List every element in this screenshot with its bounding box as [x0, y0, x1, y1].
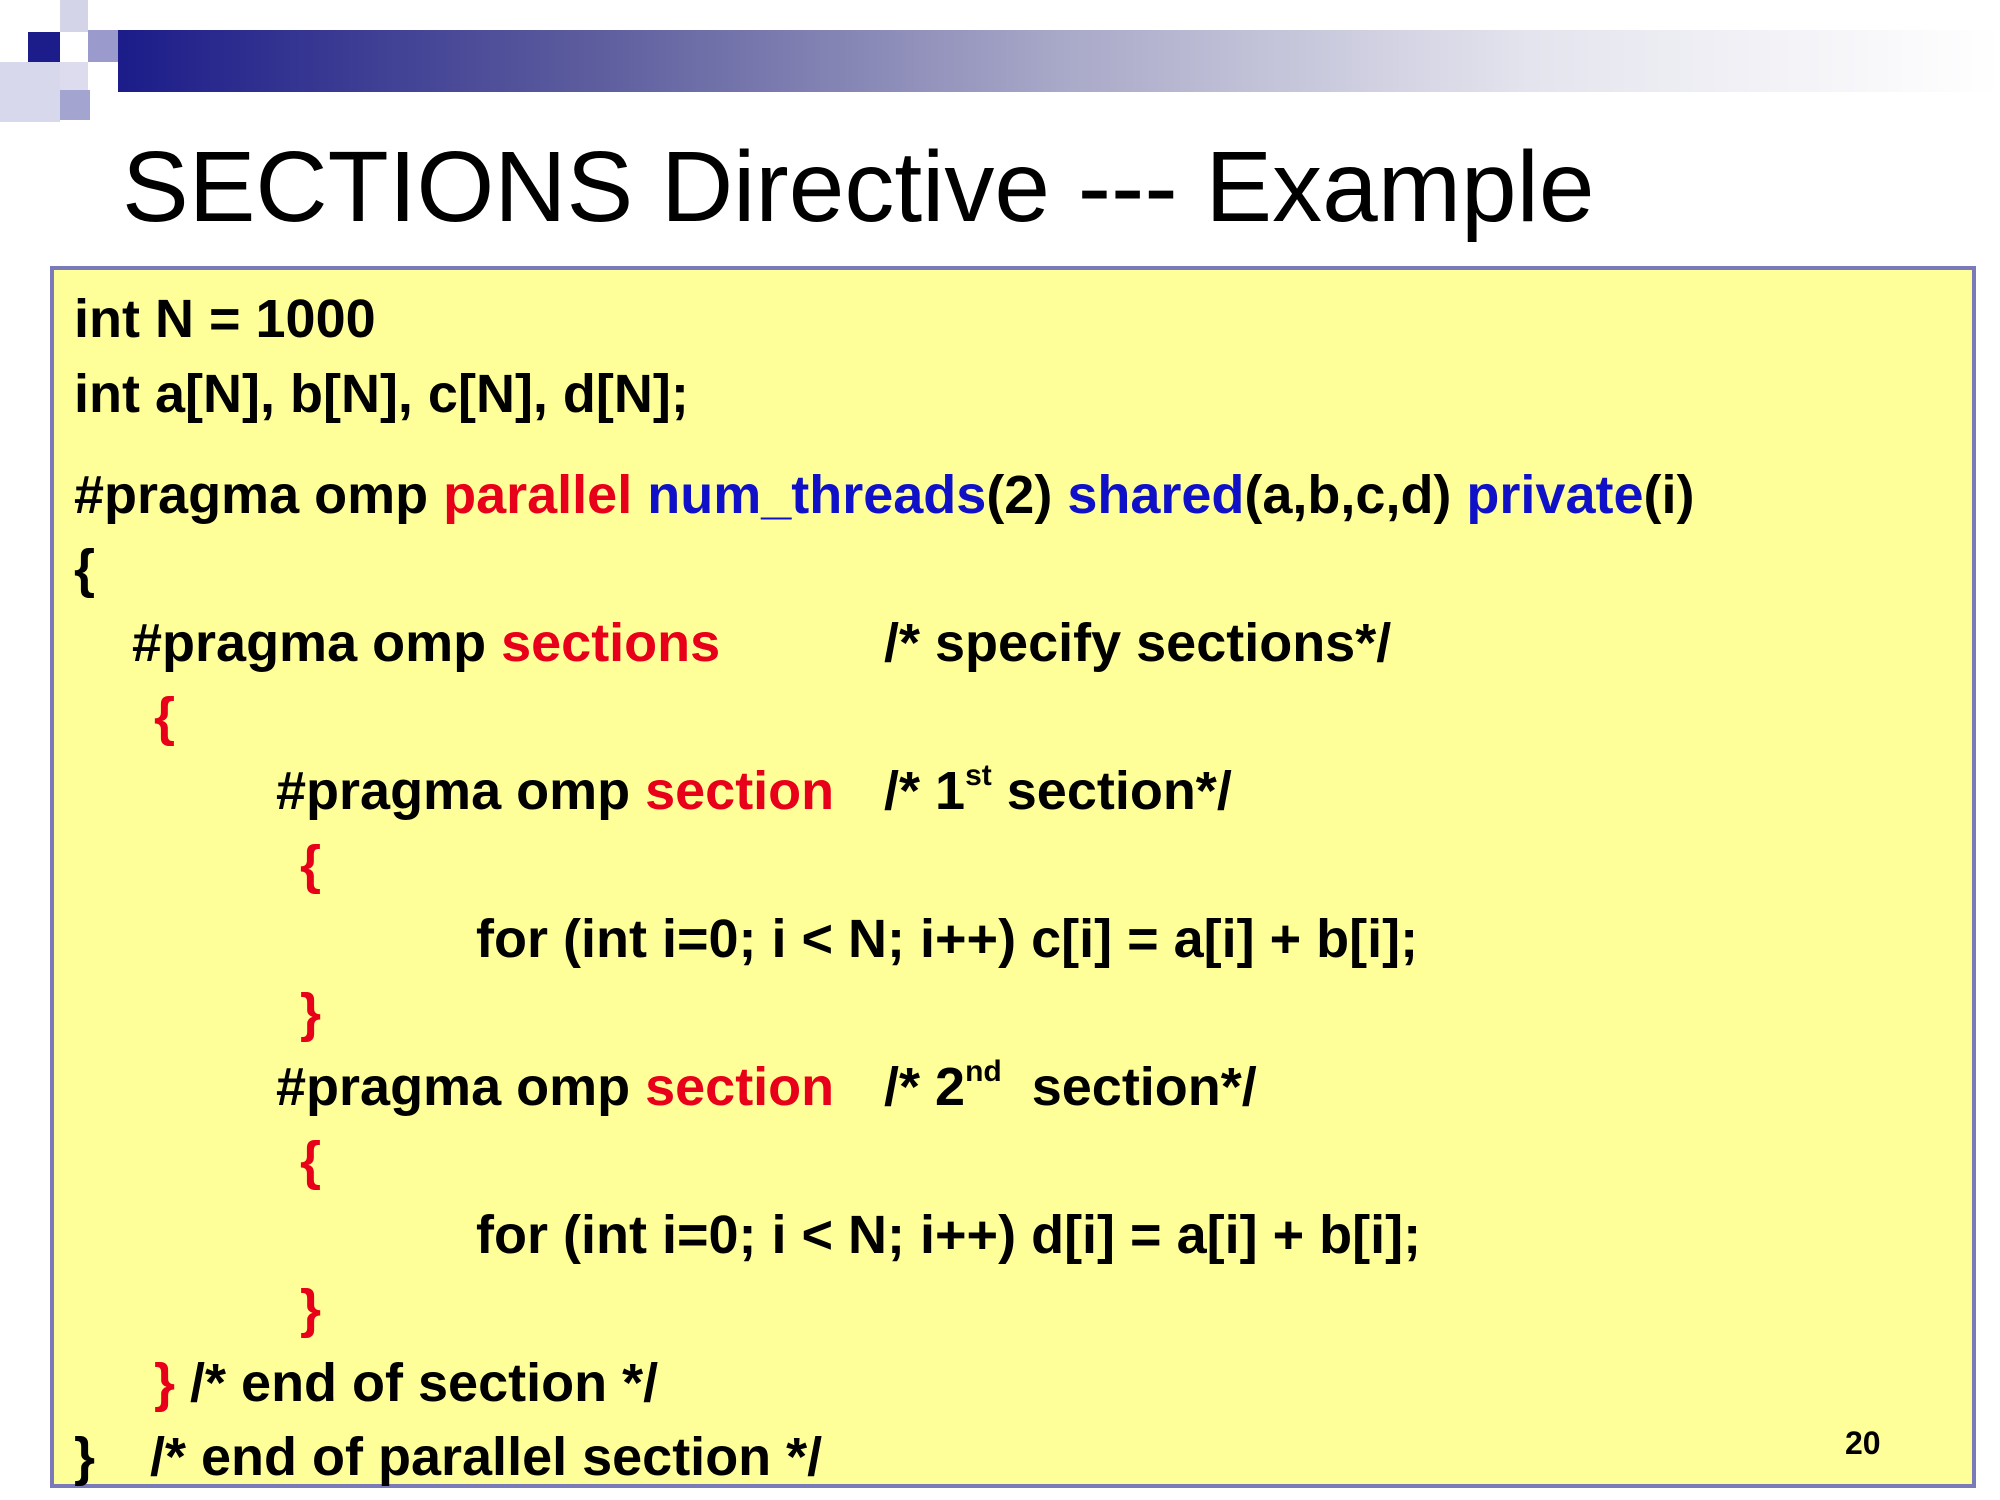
closing-brace: } [74, 1427, 96, 1487]
code-comment-5: /* specify sections*/ [884, 613, 1392, 673]
keyword-section: section [645, 1057, 835, 1117]
keyword-shared: shared [1067, 465, 1245, 525]
code-line-1: int N = 1000 [74, 289, 376, 349]
code-line-6: { [154, 687, 176, 747]
closing-brace: } [154, 1353, 176, 1413]
code-text: #pragma omp [276, 1057, 646, 1117]
code-line-10: } [300, 983, 322, 1043]
code-line-3 [74, 465, 1695, 525]
code-line-7 [276, 761, 835, 821]
code-block [50, 266, 1976, 1488]
decor-square [88, 30, 118, 62]
code-text: /* 2 [884, 1057, 966, 1117]
superscript: st [965, 759, 992, 792]
keyword-num-threads: num_threads [647, 465, 987, 525]
code-text: /* 1 [884, 761, 966, 821]
page-number: 20 [1845, 1425, 1881, 1461]
code-comment-16: /* end of parallel section */ [150, 1427, 823, 1487]
decor-square [28, 32, 60, 62]
code-text: (2) [986, 465, 1068, 525]
code-line-9: for (int i=0; i < N; i++) c[i] = a[i] + b[i]; [476, 909, 1419, 969]
code-line-13: for (int i=0; i < N; i++) d[i] = a[i] + b[i]; [476, 1205, 1422, 1265]
header-gradient-bar [118, 30, 2000, 92]
code-text: /* end of section */ [175, 1353, 659, 1413]
code-text [632, 465, 647, 525]
code-text: #pragma omp [74, 465, 444, 525]
code-line-4: { [74, 539, 96, 599]
superscript: nd [965, 1055, 1002, 1088]
code-line-12: { [300, 1131, 322, 1191]
code-text: #pragma omp [276, 761, 646, 821]
decor-square [60, 90, 90, 120]
code-line-2: int a[N], b[N], c[N], d[N]; [74, 364, 689, 424]
code-text: section*/ [1001, 1057, 1257, 1117]
code-line-5 [132, 613, 721, 673]
keyword-parallel: parallel [443, 465, 633, 525]
code-comment-7 [884, 759, 1232, 821]
code-comment-11 [884, 1055, 1257, 1117]
slide-title: SECTIONS Directive --- Example [122, 131, 1595, 243]
code-text: section*/ [991, 761, 1232, 821]
code-line-16 [74, 1427, 96, 1487]
code-text: (a,b,c,d) [1244, 465, 1467, 525]
decor-square [60, 0, 88, 32]
code-line-15 [154, 1353, 659, 1413]
code-line-8: { [300, 835, 322, 895]
keyword-section: section [645, 761, 835, 821]
keyword-sections: sections [501, 613, 721, 673]
code-text: #pragma omp [132, 613, 502, 673]
decor-square [0, 62, 60, 122]
code-text: (i) [1643, 465, 1695, 525]
keyword-private: private [1466, 465, 1644, 525]
code-line-14: } [300, 1279, 322, 1339]
code-line-11 [276, 1057, 835, 1117]
